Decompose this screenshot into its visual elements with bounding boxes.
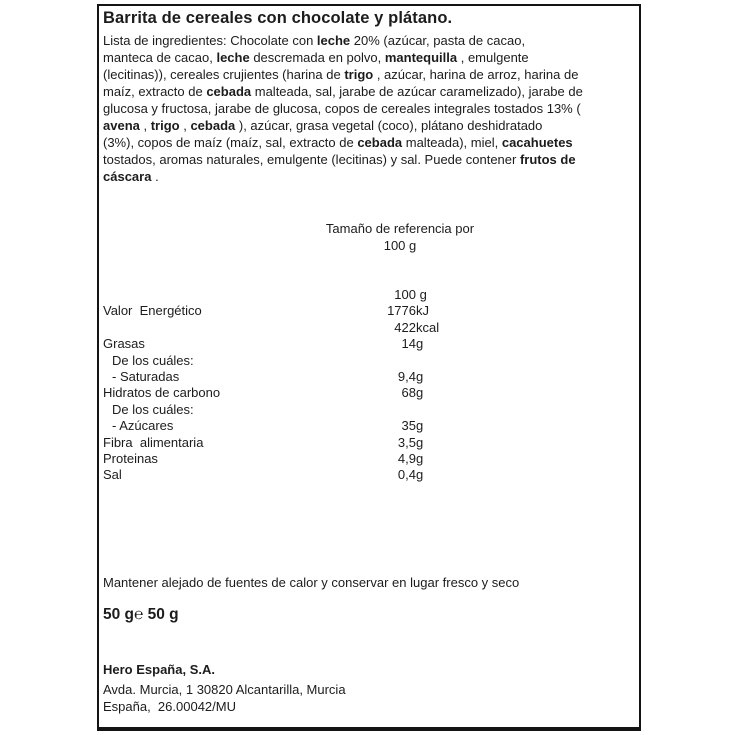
nutrient-unit: g [416,418,424,434]
ingredient-text: , emulgente [457,50,529,65]
nutrient-label: De los cuáles: [112,401,194,417]
nutrient-label: Valor Energético [103,303,202,319]
ingredient-text: glucosa y fructosa, jarabe de glucosa, copos de cereales integrales tostados 13% ( [103,101,581,116]
allergen-text: cebada [206,84,252,99]
manufacturer-address: Avda. Murcia, 1 30820 Alcantarilla, Murcia [103,682,346,697]
ingredients-line [103,49,639,66]
allergen-text: leche [316,33,351,48]
nutrient-value: 4,9 [397,450,416,466]
nutrient-value: 3,5 [397,434,416,450]
ingredients-line [103,66,639,83]
nutrition-row [103,435,633,451]
ingredient-text: descremada en polvo, [249,50,385,65]
manufacturer-country-registration: España, 26.00042/MU [103,699,236,714]
ingredient-text: 20% (azúcar, pasta de cacao, [350,33,526,48]
ingredient-text: malteada, sal, jarabe de azúcar caramelizado), jarabe de [251,84,583,99]
nutrient-value: 9,4 [397,368,416,384]
nutrient-value: 68 [401,385,416,401]
ingredients-line [103,100,639,117]
nutrient-label: De los cuáles: [112,352,194,368]
ingredient-text: . [151,169,159,184]
allergen-text: cáscara [103,169,152,184]
nutrition-table [103,287,633,484]
nutrient-label: - Saturadas [112,368,180,384]
allergen-text: cebada [190,118,236,133]
ingredient-text: malteada), miel, [402,135,502,150]
nutrition-row [103,336,633,352]
ingredient-text: Lista de ingredientes: Chocolate con [103,33,317,48]
ingredients-line [103,83,639,100]
nutrient-value: 0,4 [397,467,416,483]
nutrient-value: 100 [394,287,416,302]
allergen-text: mantequilla [384,50,458,65]
nutrient-unit: g [416,336,424,352]
serving-size-header-line1: Tamaño de referencia por [325,221,475,236]
nutrient-label: - Azúcares [112,418,174,434]
ingredient-text: (lecitinas)), cereales crujientes (harina de [103,67,345,82]
nutrition-row [103,320,633,336]
allergen-text: trigo [150,118,180,133]
nutrition-row [103,451,633,467]
nutrition-row [103,418,633,434]
nutrient-unit: g [416,467,424,483]
ingredient-text: , [179,118,191,133]
ingredients-line [103,32,639,49]
allergen-text: cacahuetes [501,135,573,150]
ingredient-text: manteca de cacao, [103,50,217,65]
allergen-text: frutos de [519,152,576,167]
product-label-box [97,4,641,731]
nutrient-unit: kJ [416,303,429,319]
nutrient-label: Sal [103,467,122,483]
product-title: Barrita de cereales con chocolate y plátano. [103,9,453,27]
nutrient-value: 14 [401,336,416,352]
nutrient-label: Fibra alimentaria [103,434,204,450]
nutrition-row [103,467,633,483]
nutrient-value: 1776 [387,303,416,319]
ingredients-line [103,117,639,134]
ingredient-text: ), azúcar, grasa vegetal (coco), plátano deshidratado [235,118,543,133]
allergen-text: leche [216,50,250,65]
ingredient-text: (3%), copos de maíz (maíz, sal, extracto de [103,135,358,150]
nutrient-unit: g [416,368,424,384]
nutrient-unit: kcal [416,319,440,335]
ingredient-text: , [139,118,151,133]
nutrient-label: Grasas [103,336,145,352]
allergen-text: trigo [344,67,374,82]
nutrition-row [103,303,633,319]
nutrition-row [103,287,633,303]
nutrient-unit: g [416,287,427,302]
allergen-text: avena [103,118,140,133]
net-weight: 50 g℮ 50 g [103,606,179,623]
ingredient-text: , azúcar, harina de arroz, harina de [373,67,579,82]
nutrient-unit: g [416,385,424,401]
manufacturer-name: Hero España, S.A. [103,662,215,677]
ingredient-text: maíz, extracto de [103,84,207,99]
nutrient-value: 422 [394,319,416,335]
ingredients-line [103,168,639,185]
nutrition-row [103,369,633,385]
nutrition-row [103,385,633,401]
serving-size-header [159,221,641,254]
serving-size-header-line2: 100 g [383,237,417,253]
ingredient-text: tostados, aromas naturales, emulgente (lecitinas) y sal. Puede contener [103,152,520,167]
nutrient-value: 35 [401,418,416,434]
ingredients-line [103,134,639,151]
allergen-text: cebada [357,135,403,150]
nutrient-unit: g [416,434,424,450]
nutrient-label: Hidratos de carbono [103,385,221,401]
storage-instructions: Mantener alejado de fuentes de calor y conservar en lugar fresco y seco [103,575,520,590]
ingredients-paragraph [103,32,639,185]
nutrient-label: Proteinas [103,450,158,466]
nutrition-row [103,402,633,418]
ingredients-line [103,151,639,168]
nutrient-unit: g [416,450,424,466]
nutrition-row [103,353,633,369]
